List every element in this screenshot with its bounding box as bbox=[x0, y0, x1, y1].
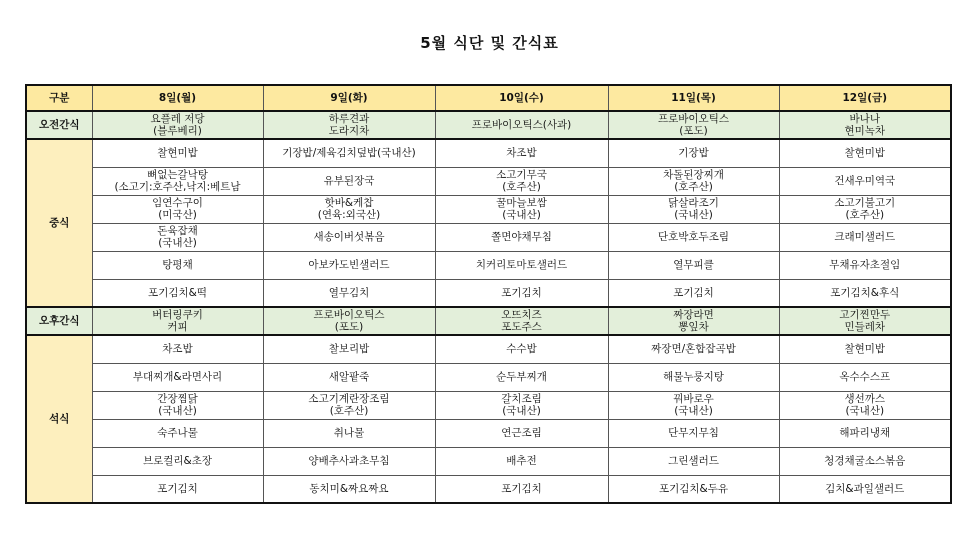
page-title: 5월 식단 및 간식표 bbox=[420, 34, 559, 52]
cell-line: 부대찌개&라면사리 bbox=[132, 371, 223, 383]
cell-line: 뼈없는갈낙탕 bbox=[147, 169, 208, 181]
menu-cell bbox=[263, 167, 435, 195]
cell-line: (국내산) bbox=[502, 209, 541, 221]
menu-cell bbox=[608, 279, 779, 307]
row-label: 중식 bbox=[26, 139, 92, 307]
menu-cell bbox=[779, 307, 951, 335]
menu-cell bbox=[608, 251, 779, 279]
cell-line: 차조밥 bbox=[506, 147, 537, 160]
cell-line: 소고기계란장조림 bbox=[308, 393, 390, 405]
menu-cell bbox=[92, 307, 263, 335]
menu-cell bbox=[608, 391, 779, 419]
menu-cell bbox=[435, 167, 608, 195]
lunch-row bbox=[26, 251, 951, 279]
row-label: 석식 bbox=[26, 335, 92, 503]
row-label: 오후간식 bbox=[26, 307, 92, 335]
cell-line: 임연수구이 bbox=[152, 197, 203, 209]
cell-line: 취나물 bbox=[333, 427, 365, 439]
menu-cell bbox=[435, 251, 608, 279]
cell-line: 청경채굴소스볶음 bbox=[824, 455, 906, 467]
menu-cell bbox=[435, 391, 608, 419]
cell-line: (호주산) bbox=[329, 405, 369, 417]
cell-line: 갈치조림 bbox=[501, 393, 542, 405]
cell-line: (국내산) bbox=[845, 405, 885, 417]
cell-line: 유부된장국 bbox=[323, 175, 375, 187]
pm_snack-row bbox=[26, 307, 951, 335]
cell-line: 도라지차 bbox=[328, 125, 370, 137]
header-day: 11일(목) bbox=[608, 85, 779, 111]
cell-line: 열무김치 bbox=[328, 286, 370, 299]
cell-line: 프로바이오틱스(사과) bbox=[471, 119, 572, 131]
cell-line: (국내산) bbox=[674, 405, 713, 417]
cell-line: 포기김치 bbox=[673, 286, 714, 299]
cell-line: 옥수수스프 bbox=[839, 371, 891, 383]
cell-line: (호주산) bbox=[674, 181, 713, 193]
dinner-row bbox=[26, 447, 951, 475]
cell-line: (호주산) bbox=[502, 181, 541, 193]
menu-cell bbox=[608, 447, 779, 475]
menu-cell bbox=[608, 167, 779, 195]
menu-cell bbox=[435, 447, 608, 475]
header-day: 12일(금) bbox=[779, 85, 951, 111]
cell-line: 차조밥 bbox=[162, 343, 193, 356]
row-label: 오전간식 bbox=[26, 111, 92, 139]
am_snack-row bbox=[26, 111, 951, 139]
menu-cell bbox=[92, 251, 263, 279]
menu-cell bbox=[92, 363, 263, 391]
lunch-row bbox=[26, 223, 951, 251]
cell-line: 찰보리밥 bbox=[328, 343, 370, 356]
cell-line: 꿔바로우 bbox=[673, 393, 714, 405]
menu-cell bbox=[92, 195, 263, 223]
menu-cell bbox=[779, 363, 951, 391]
header-day: 9일(화) bbox=[263, 85, 435, 111]
cell-line: 숙주나물 bbox=[157, 427, 198, 439]
cell-line: 기장밥/제육김치덮밥(국내산) bbox=[282, 147, 416, 160]
cell-line: 소고기불고기 bbox=[834, 197, 896, 209]
cell-line: 크래미샐러드 bbox=[834, 231, 896, 243]
menu-cell bbox=[608, 223, 779, 251]
cell-line: 하루견과 bbox=[328, 113, 370, 125]
lunch-row bbox=[26, 167, 951, 195]
cell-line: 찰현미밥 bbox=[157, 147, 198, 160]
cell-line: 포기김치&떡 bbox=[148, 286, 207, 299]
menu-cell bbox=[779, 391, 951, 419]
cell-line: 해파리냉채 bbox=[839, 427, 891, 439]
cell-line: 쫄면야채무침 bbox=[491, 231, 552, 243]
menu-cell bbox=[92, 419, 263, 447]
menu-cell bbox=[779, 419, 951, 447]
cell-line: (국내산) bbox=[158, 405, 197, 417]
menu-cell bbox=[435, 419, 608, 447]
menu-cell bbox=[608, 307, 779, 335]
menu-cell bbox=[263, 419, 435, 447]
cell-line: 핫바&케찹 bbox=[324, 197, 374, 209]
menu-cell bbox=[435, 307, 608, 335]
cell-line: 뽕잎차 bbox=[678, 321, 709, 333]
cell-line: 치커리토마토샐러드 bbox=[475, 259, 568, 271]
menu-cell bbox=[779, 335, 951, 363]
cell-line: (블루베리) bbox=[153, 125, 202, 137]
menu-cell bbox=[435, 111, 608, 139]
cell-line: (국내산) bbox=[502, 405, 541, 417]
header-day: 10일(수) bbox=[435, 85, 608, 111]
cell-line: 찰현미밥 bbox=[844, 147, 886, 160]
cell-line: 찰현미밥 bbox=[844, 343, 886, 356]
cell-line: 포도주스 bbox=[501, 321, 542, 333]
dinner-row bbox=[26, 419, 951, 447]
cell-line: 브로컬리&초장 bbox=[142, 455, 213, 467]
header-row bbox=[26, 85, 951, 111]
menu-cell bbox=[435, 475, 608, 503]
cell-line: 새송이버섯볶음 bbox=[313, 231, 385, 243]
menu-cell bbox=[92, 279, 263, 307]
cell-line: 탕평채 bbox=[162, 259, 193, 271]
header-day: 8일(월) bbox=[92, 85, 263, 111]
cell-line: 새알팥죽 bbox=[328, 371, 370, 383]
cell-line: (포도) bbox=[334, 321, 364, 333]
menu-cell bbox=[779, 167, 951, 195]
cell-line: 소고기무국 bbox=[496, 169, 547, 181]
cell-line: (국내산) bbox=[158, 237, 197, 249]
dinner-row bbox=[26, 363, 951, 391]
lunch-row bbox=[26, 279, 951, 307]
cell-line: (포도) bbox=[679, 125, 708, 137]
menu-cell bbox=[435, 139, 608, 167]
menu-cell bbox=[263, 279, 435, 307]
cell-line: 연근조림 bbox=[501, 427, 542, 439]
menu-cell bbox=[92, 139, 263, 167]
cell-line: 그린샐러드 bbox=[668, 455, 719, 467]
cell-line: 김치&과일샐러드 bbox=[825, 482, 905, 495]
cell-line: 민들레차 bbox=[844, 321, 886, 333]
cell-line: 수수밥 bbox=[506, 343, 537, 356]
cell-line: 무채유자초절임 bbox=[829, 259, 901, 271]
dinner-row bbox=[26, 335, 951, 363]
cell-line: 포기김치 bbox=[501, 286, 542, 299]
cell-line: 짜장면/혼합잡곡밥 bbox=[651, 343, 736, 356]
header-category: 구분 bbox=[26, 85, 92, 111]
menu-cell bbox=[92, 223, 263, 251]
cell-line: (국내산) bbox=[674, 209, 713, 221]
cell-line: 프로바이오틱스 bbox=[657, 113, 729, 125]
cell-line: 요플레 저당 bbox=[150, 113, 205, 125]
dinner-row bbox=[26, 391, 951, 419]
cell-line: (소고기:호주산,낙지:베트남 bbox=[114, 181, 241, 193]
cell-line: 포기김치&두유 bbox=[658, 482, 729, 495]
cell-line: 간장찜닭 bbox=[157, 393, 198, 405]
menu-cell bbox=[263, 307, 435, 335]
menu-cell bbox=[779, 111, 951, 139]
cell-line: 기장밥 bbox=[678, 147, 709, 160]
lunch-row bbox=[26, 139, 951, 167]
cell-line: 생선까스 bbox=[844, 393, 886, 405]
cell-line: 단무지무침 bbox=[668, 427, 719, 439]
cell-line: 바나나 bbox=[849, 113, 880, 125]
menu-cell bbox=[435, 195, 608, 223]
menu-cell bbox=[435, 335, 608, 363]
cell-line: 프로바이오틱스 bbox=[313, 309, 385, 321]
cell-line: 꿀마늘보쌈 bbox=[496, 197, 547, 209]
cell-line: 돈육잡채 bbox=[157, 225, 198, 237]
cell-line: 짜장라면 bbox=[673, 309, 714, 321]
menu-table bbox=[25, 84, 952, 504]
cell-line: 포기김치 bbox=[501, 482, 542, 495]
cell-line: 고기찐만두 bbox=[839, 309, 891, 321]
cell-line: 양배추사과초무침 bbox=[308, 455, 390, 467]
cell-line: 열무피클 bbox=[673, 259, 714, 271]
cell-line: 닭살라조기 bbox=[668, 197, 719, 209]
menu-cell bbox=[263, 335, 435, 363]
menu-cell bbox=[608, 419, 779, 447]
cell-line: (미국산) bbox=[158, 209, 197, 221]
cell-line: 동치미&짜요짜요 bbox=[309, 482, 389, 495]
cell-line: 현미녹차 bbox=[844, 125, 886, 137]
cell-line: 해물누룽지탕 bbox=[663, 371, 724, 383]
menu-cell bbox=[435, 279, 608, 307]
menu-cell bbox=[92, 167, 263, 195]
cell-line: 버터링쿠키 bbox=[152, 309, 203, 321]
menu-cell bbox=[263, 223, 435, 251]
menu-cell bbox=[779, 195, 951, 223]
menu-cell bbox=[92, 391, 263, 419]
menu-cell bbox=[779, 447, 951, 475]
menu-cell bbox=[263, 475, 435, 503]
menu-cell bbox=[435, 363, 608, 391]
menu-cell bbox=[779, 251, 951, 279]
menu-cell bbox=[608, 139, 779, 167]
menu-cell bbox=[608, 335, 779, 363]
lunch-row bbox=[26, 195, 951, 223]
cell-line: 아보카도빈샐러드 bbox=[308, 259, 390, 271]
menu-cell bbox=[263, 363, 435, 391]
menu-cell bbox=[779, 139, 951, 167]
menu-cell bbox=[608, 475, 779, 503]
menu-cell bbox=[779, 475, 951, 503]
menu-cell bbox=[92, 475, 263, 503]
menu-cell bbox=[92, 111, 263, 139]
menu-cell bbox=[263, 139, 435, 167]
cell-line: 차돌된장찌개 bbox=[663, 169, 724, 181]
menu-cell bbox=[608, 195, 779, 223]
menu-cell bbox=[263, 195, 435, 223]
cell-line: 단호박호두조림 bbox=[657, 231, 729, 243]
menu-cell bbox=[263, 391, 435, 419]
menu-cell bbox=[435, 223, 608, 251]
cell-line: 포기김치&후식 bbox=[830, 286, 900, 299]
menu-cell bbox=[92, 335, 263, 363]
cell-line: (연육:외국산) bbox=[317, 209, 381, 221]
cell-line: 배추전 bbox=[506, 455, 537, 467]
cell-line: 커피 bbox=[167, 321, 188, 333]
cell-line: 순두부찌개 bbox=[496, 371, 547, 383]
menu-cell bbox=[263, 251, 435, 279]
menu-cell bbox=[263, 447, 435, 475]
cell-line: 오뜨치즈 bbox=[501, 309, 542, 321]
cell-line: 건새우미역국 bbox=[834, 175, 896, 187]
menu-cell bbox=[608, 111, 779, 139]
menu-cell bbox=[779, 279, 951, 307]
cell-line: 포기김치 bbox=[157, 482, 198, 495]
menu-cell bbox=[779, 223, 951, 251]
cell-line: (호주산) bbox=[845, 209, 885, 221]
menu-cell bbox=[92, 447, 263, 475]
dinner-row bbox=[26, 475, 951, 503]
menu-cell bbox=[263, 111, 435, 139]
menu-cell bbox=[608, 363, 779, 391]
